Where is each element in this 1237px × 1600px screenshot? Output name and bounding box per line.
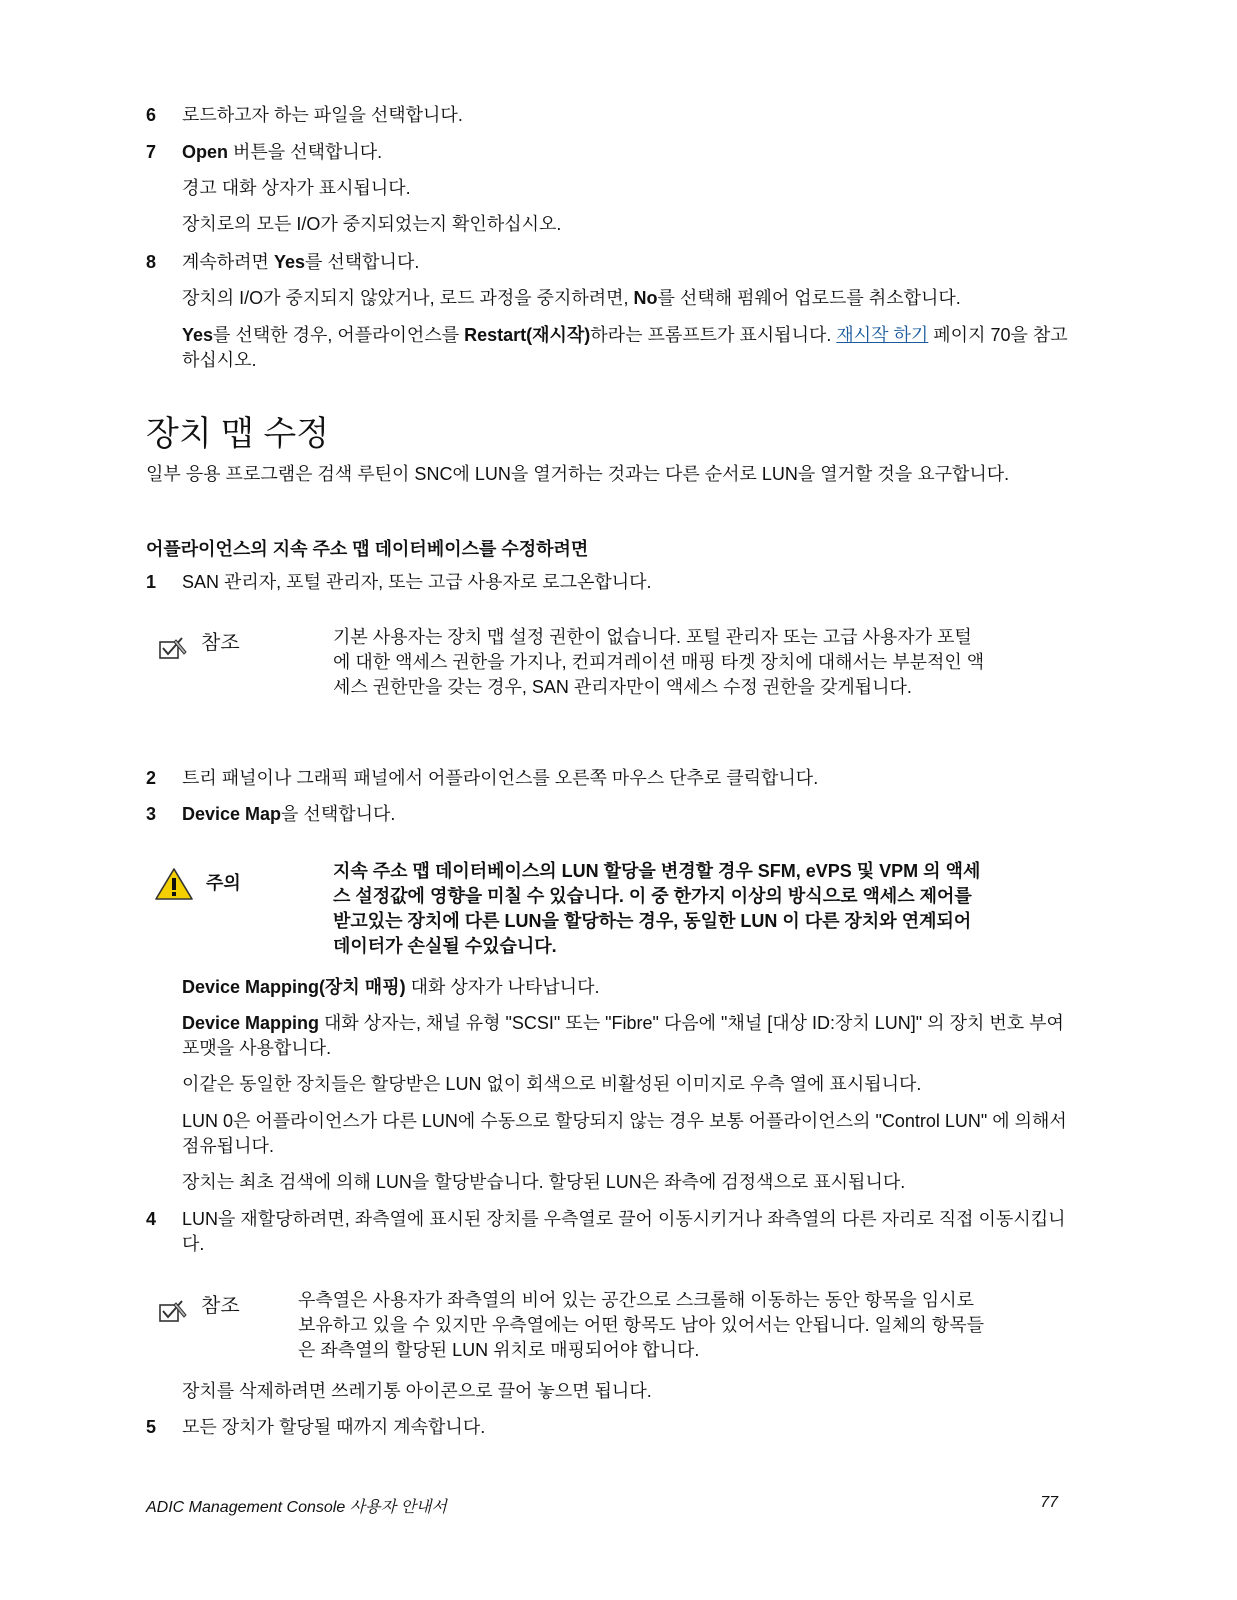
footer-title: ADIC Management Console 사용자 안내서 [146,1499,447,1516]
warning-triangle-icon [154,867,194,906]
gray-devices-para: 이같은 동일한 장치들은 할당받은 LUN 없이 회색으로 비활성된 이미지로 우측 열에 표시됩니다. [182,1074,922,1094]
procedure-title: 어플라이언스의 지속 주소 맵 데이터베이스를 수정하려면 [146,539,589,559]
note-pencil-icon [156,634,190,667]
step-text: 모든 장치가 할당될 때까지 계속합니다. [182,1417,486,1437]
para-text: 를 선택해 펌웨어 업로드를 취소합니다. [657,288,961,308]
assigned-lun-para: 장치는 최초 검색에 의해 LUN을 할당받습니다. 할당된 LUN은 좌측에 검정색으로 표시됩니다. [182,1172,906,1192]
para-text: 장치의 I/O가 중지되지 않았거나, 로드 과정을 중지하려면, [182,288,634,308]
note-label: 참조 [201,1295,240,1317]
warning-dialog-para: 경고 대화 상자가 표시됩니다. [182,178,411,198]
no-label: No [633,288,658,308]
step-text-rest: 를 선택합니다. [305,252,420,272]
para-text: 대화 상자가 나타납니다. [405,977,600,997]
step-number: 5 [146,1417,157,1437]
step-text: SAN 관리자, 포털 관리자, 또는 고급 사용자로 로그온합니다. [182,572,652,592]
step-text [182,802,1077,827]
step-text-rest: 을 선택합니다. [281,804,396,824]
restart-para [182,323,1077,373]
io-stop-para: 장치로의 모든 I/O가 중지되었는지 확인하십시오. [182,214,562,234]
para-text: 를 선택한 경우, 어플라이언스를 [213,325,465,345]
para-text: 하라는 프롬프트가 표시됩니다. [590,325,837,345]
yes-label: Yes [273,252,305,272]
step-number: 6 [146,105,157,125]
step-text-pre: 계속하려면 [182,252,274,272]
section-intro: 일부 응용 프로그램은 검색 루틴이 SNC에 LUN을 열거하는 것과는 다른 순서로 LUN을 열거할 것을 요구합니다. [146,464,1010,484]
lun0-para: LUN 0은 어플라이언스가 다른 LUN에 수동으로 할당되지 않는 경우 보통 어플라이언스의 "Control LUN" 에 의해서 점유됩니다. [182,1111,1067,1156]
para-text: 대화 상자는, 채널 유형 "SCSI" 또는 "Fibre" 다음에 "채널 [대상 ID:장치 LUN]" 의 장치 번호 부여 포맷을 사용합니다. [182,1013,1064,1058]
caution-body: 지속 주소 맵 데이터베이스의 LUN 할당을 변경할 경우 SFM, eVPS 및 VPM 의 액세스 설정값에 영향을 미칠 수 있습니다. 이 중 한가지 이상의 방식으로 액세스 제어를 받고있는 장치에 다른 LUN을 할당하는 경우, 동일한 LUN 이 다른 장치와 연계되어 데이터가 손실될 수있습니다. [333,861,981,956]
para-text: 페이지 70을 참고하십시오. [182,325,1068,370]
mapping-format-para [182,1011,1077,1061]
step-number: 7 [146,142,157,162]
page-number: 77 [1040,1494,1058,1511]
note-body: 우측열은 사용자가 좌측열의 비어 있는 공간으로 스크롤해 이동하는 동안 항목을 임시로 보유하고 있을 수 있지만 우측열에는 어떤 항목도 남아 있어서는 안됩니다. 일체의 항목들은 좌측열의 할당된 LUN 위치로 매핑되어야 합니다. [298,1290,984,1360]
cancel-upload-para [182,286,1077,311]
open-label: Open [182,142,229,162]
step-number: 3 [146,804,157,824]
step-text [182,250,1077,275]
step-number: 8 [146,252,157,272]
device-mapping-label: Device Mapping [182,1013,320,1033]
section-title: 장치 맵 수정 [146,415,330,453]
step-text [182,140,1077,165]
step-number: 1 [146,572,157,592]
yes-label: Yes [182,325,214,345]
step-number: 4 [146,1209,157,1229]
restart-link[interactable]: 재시작 하기 [836,325,929,345]
step-number: 2 [146,768,157,788]
note-label: 참조 [201,632,240,654]
note-body: 기본 사용자는 장치 맵 설정 권한이 없습니다. 포털 관리자 또는 고급 사용자가 포털에 대한 액세스 권한을 가지나, 컨피겨레이션 매핑 타겟 장치에 대해서는 부분적인 액세스 권한만을 갖는 경우, SAN 관리자만이 액세스 수정 권한을 갖게됩니다. [333,627,985,697]
restart-label: Restart(재시작) [464,325,591,345]
device-map-label: Device Map [182,804,282,824]
step-text-rest: 버튼을 선택합니다. [228,142,383,162]
device-mapping-label: Device Mapping(장치 매핑) [182,977,406,997]
step-text: 트리 패널이나 그래픽 패널에서 어플라이언스를 오른쪽 마우스 단추로 클릭합니다. [182,768,819,788]
caution-label: 주의 [206,873,241,893]
delete-device-para: 장치를 삭제하려면 쓰레기통 아이콘으로 끌어 놓으면 됩니다. [182,1381,652,1401]
mapping-dialog-para [182,975,1077,1000]
step-text: LUN을 재할당하려면, 좌측열에 표시된 장치를 우측열로 끌어 이동시키거나 좌측열의 다른 자리로 직접 이동시킵니다. [182,1209,1066,1254]
step-text: 로드하고자 하는 파일을 선택합니다. [182,105,463,125]
note-pencil-icon [156,1297,190,1330]
